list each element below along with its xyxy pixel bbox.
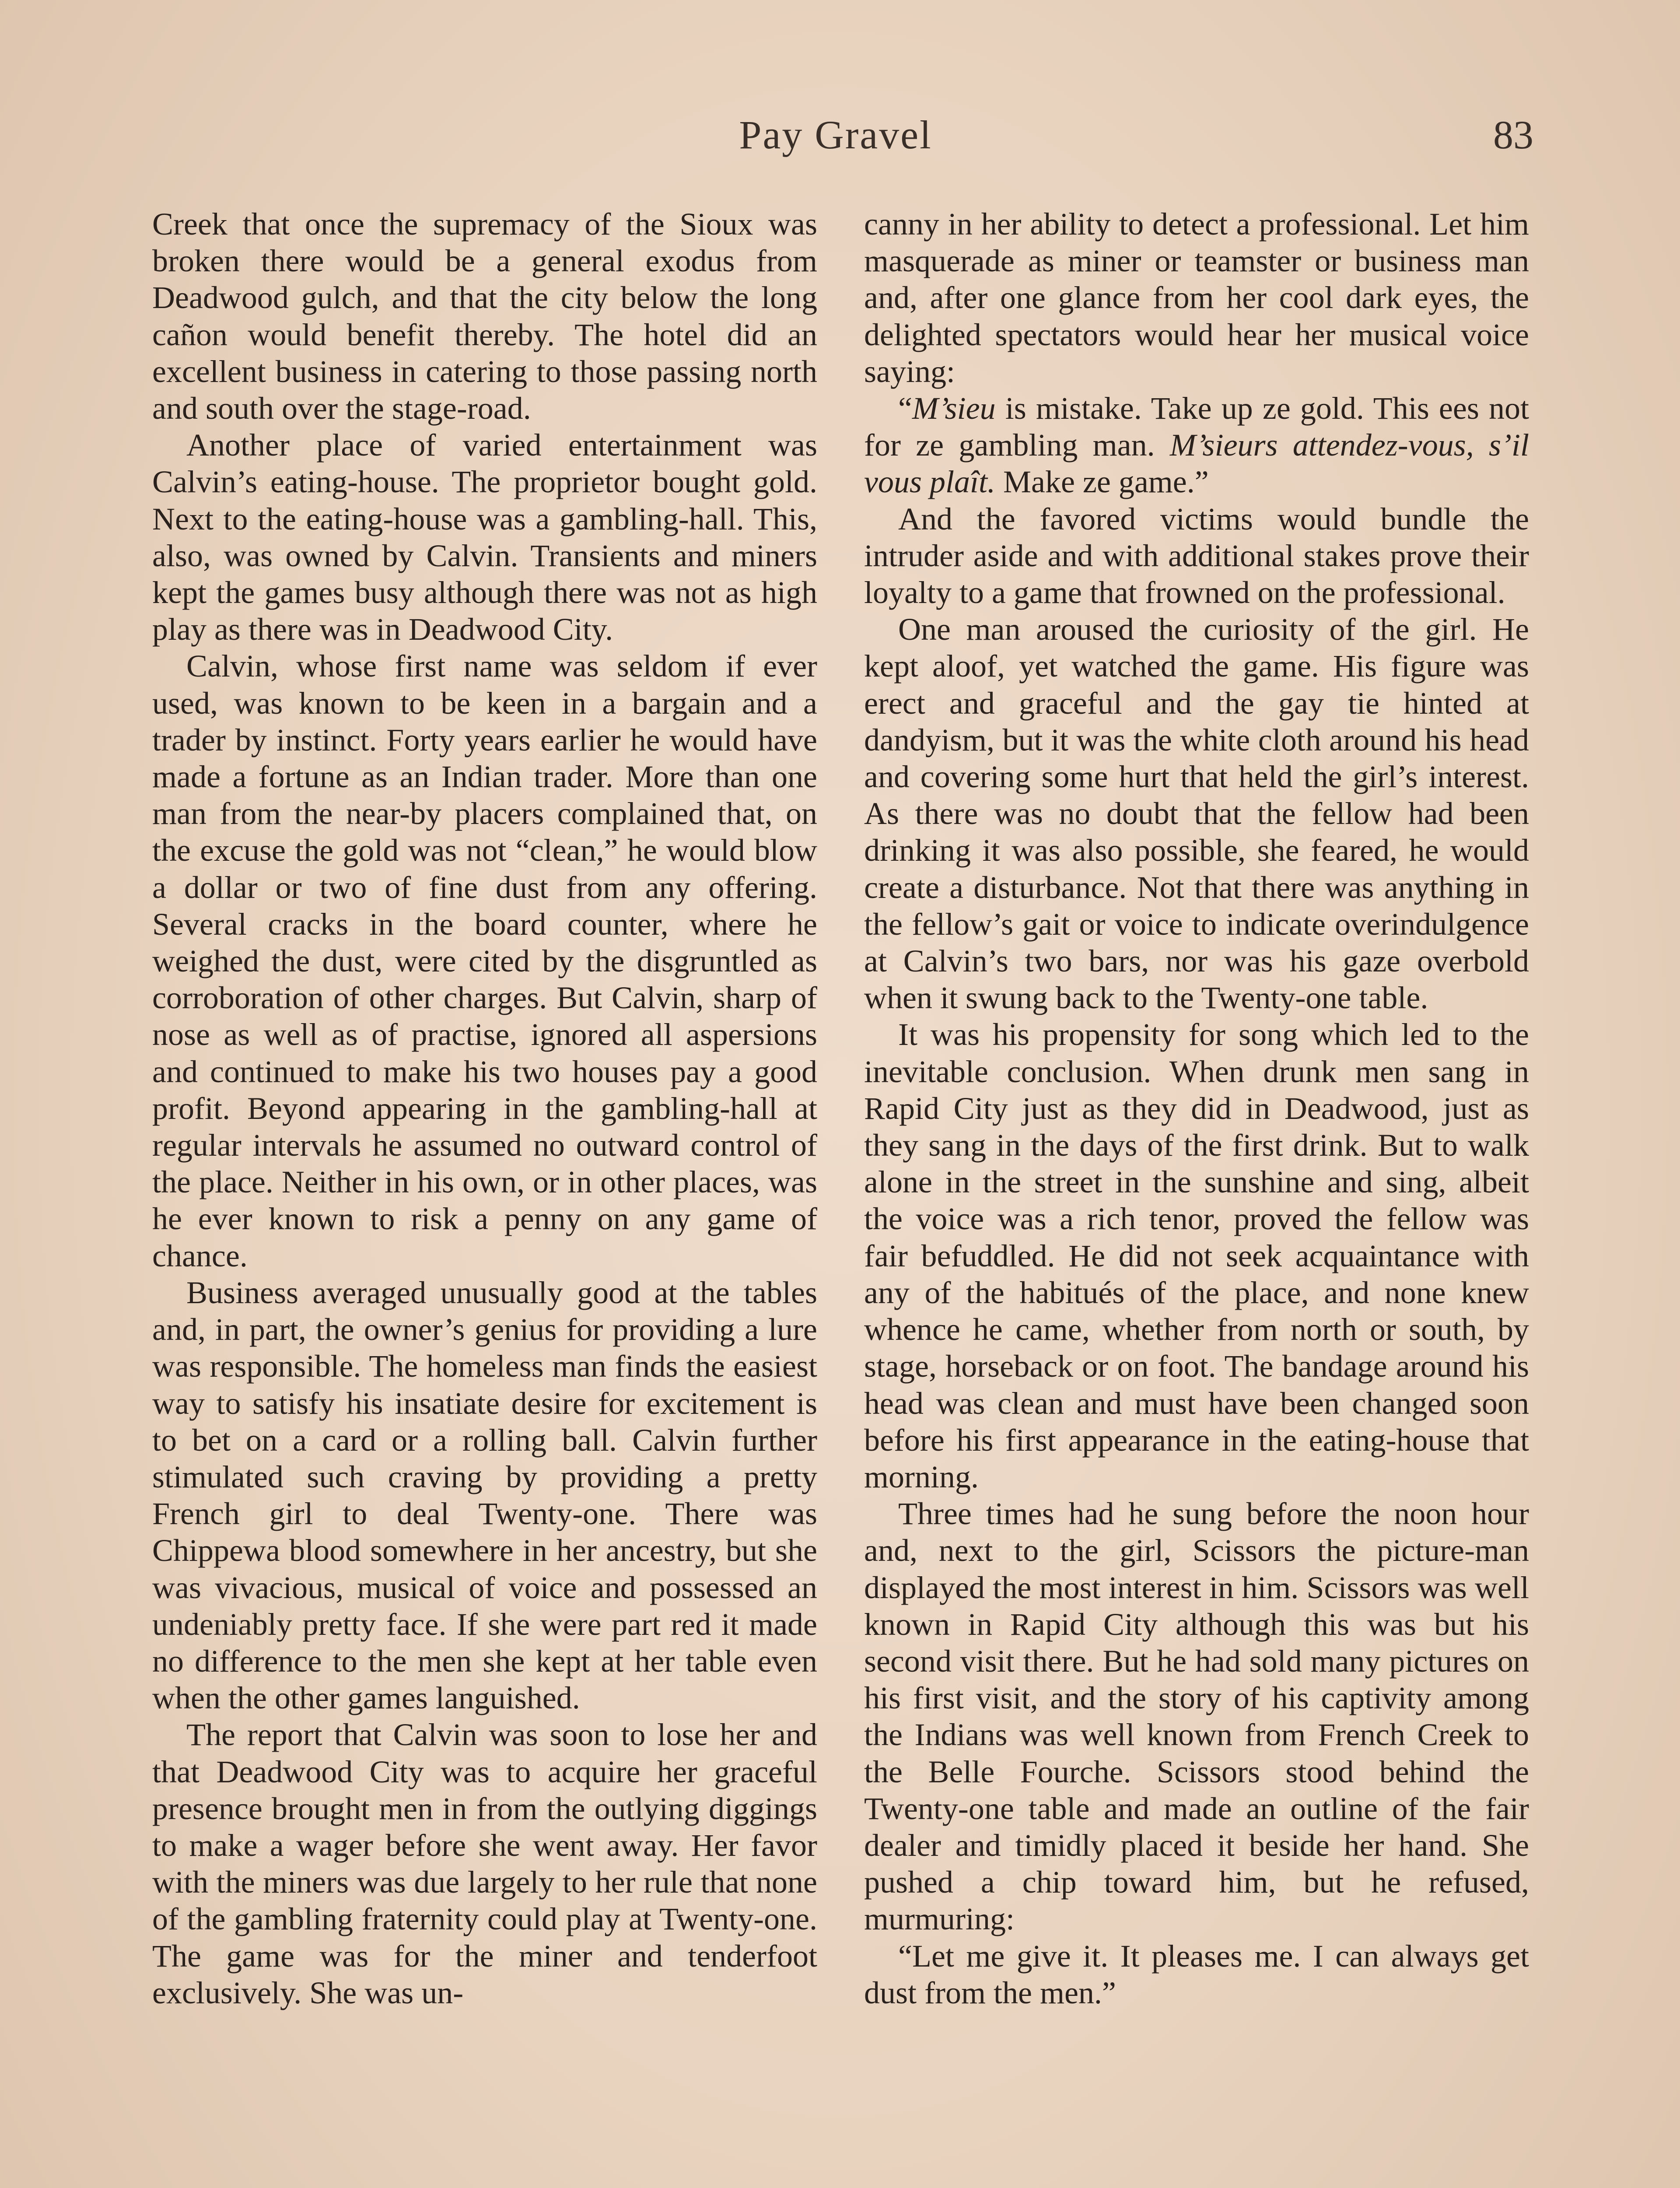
paragraph: Calvin, whose first name was seldom if ever used, was known to be keen in a bargain and a trader by instinct. Forty years earlier he would have made a fortune as an Indian trader. More than one man from the near-by placers complained that, on the excuse the gold was not “clean,” he would blow a dollar or two of fine dust from any offering. Several cracks in the board counter, where he weighed the dust, were cited by the disgruntled as corroboration of other charges. But Calvin, sharp of nose as well as of practise, ignored all aspersions and continued to make his two houses pay a good profit. Beyond appearing in the gambling-hall at regular intervals he assumed no outward control of the place. Neither in his own, or in other places, was he ever known to risk a penny on any game of chance. bbox=[152, 649, 817, 1273]
dialogue-text: is mistake. Take up ze gold. This ees not for ze gambling man. bbox=[864, 391, 1529, 463]
dialogue-text-end: Make ze game.” bbox=[995, 464, 1209, 500]
paragraph: “Let me give it. It pleases me. I can always get dust from the men.” bbox=[864, 1938, 1529, 2010]
paragraph: Three times had he sung before the noon hour and, next to the girl, Scissors the picture-man displayed the most interest in him. Scissors was well known in Rapid City although this was but his second visit there. But he had sold many pictures on his first visit, and the story of his captivity among the Indians was well known from French Creek to the Belle Fourche. Scissors stood behind the Twenty-one table and made an outline of the fair dealer and timidly placed it beside her hand. She pushed a chip toward him, but he refused, murmuring: bbox=[864, 1496, 1529, 1937]
paragraph: And the favored victims would bundle the intruder aside and with additional stakes prove their loyalty to a game that frowned on the professional. bbox=[864, 501, 1529, 610]
paragraph: It was his propensity for song which led to the inevitable conclusion. When drunk men sang in Rapid City just as they did in Deadwood, just as they sang in the days of the first drink. But to walk alone in the street in the sunshine and sing, albeit the voice was a rich tenor, proved the fellow was fair befuddled. He did not seek acquaintance with any of the habitués of the place, and none knew whence he came, whether from north or south, by stage, horseback or on foot. The bandage around his head was clean and must have been changed soon before his first appearance in the eating-house that morning. bbox=[864, 1017, 1529, 1494]
quote-open: “ bbox=[898, 391, 912, 426]
paragraph: The report that Calvin was soon to lose her and that Deadwood City was to acquire her graceful presence brought men in from the outlying diggings to make a wager before she went away. Her favor with the miners was due largely to her rule that none of the gambling fraternity could play at Twenty-one. The game was for the miner and tenderfoot exclusively. She was un- bbox=[152, 1717, 817, 2010]
paragraph: Another place of varied entertainment was Calvin’s eating-house. The proprietor bought gold. Next to the eating-house was a gambling-hall. This, also, was owned by Calvin. Transients and miners kept the games busy although there was not as high play as there was in Deadwood City. bbox=[152, 428, 817, 647]
dialogue-paragraph bbox=[864, 390, 1529, 501]
running-head-title: Pay Gravel bbox=[739, 112, 932, 157]
paragraph: One man aroused the curiosity of the girl. He kept aloof, yet watched the game. His figure was erect and graceful and the gay tie hinted at dandyism, but it was the white cloth around his head and covering some hurt that held the girl’s interest. As there was no doubt that the fellow had been drinking it was also possible, she feared, he would create a disturbance. Not that there was anything in the fellow’s gait or voice to indicate overindulgence at Calvin’s two bars, nor was his gaze overbold when it swung back to the Twenty-one table. bbox=[864, 612, 1529, 1016]
italic-french-msieu: M’sieu bbox=[912, 391, 996, 426]
page-number: 83 bbox=[1493, 112, 1533, 157]
italic-french-phrase: M’sieurs attendez-vous, s’il vous plaît. bbox=[864, 428, 1530, 500]
right-column bbox=[864, 206, 1529, 2011]
paragraph: Creek that once the supremacy of the Sioux was broken there would be a general exodus from Deadwood gulch, and that the city below the long cañon would benefit thereby. The hotel did an excellent business in catering to those passing north and south over the stage-road. bbox=[152, 207, 817, 426]
left-column bbox=[152, 206, 817, 2011]
paragraph: canny in her ability to detect a professional. Let him masquerade as miner or teamster or business man and, after one glance from her cool dark eyes, the delighted spectators would hear her musical voice saying: bbox=[864, 207, 1529, 389]
paragraph: Business averaged unusually good at the tables and, in part, the owner’s genius for providing a lure was responsible. The homeless man finds the easiest way to satisfy his insatiate desire for excitement is to bet on a card or a rolling ball. Calvin further stimulated such craving by providing a pretty French girl to deal Twenty-one. There was Chippewa blood somewhere in her ancestry, but she was vivacious, musical of voice and possessed an undeniably pretty face. If she were part red it made no difference to the men she kept at her table even when the other games languished. bbox=[152, 1275, 817, 1716]
